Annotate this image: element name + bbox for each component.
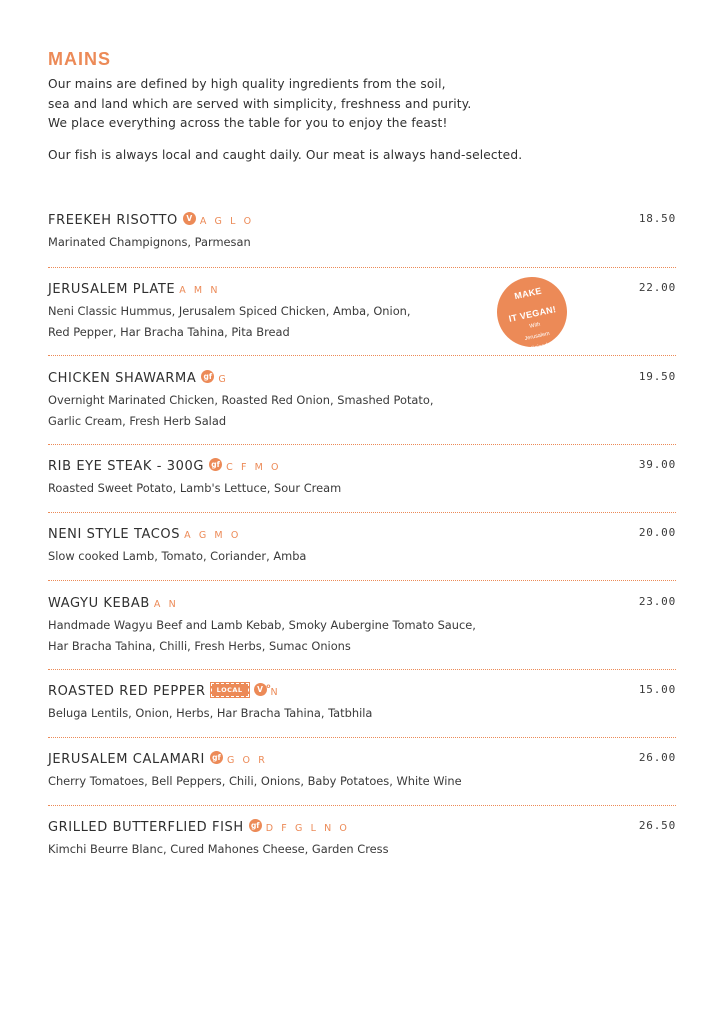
stamp-line: Mushroom [528,352,556,364]
item-description: Red Pepper, Har Bracha Tahina, Pita Bread [48,325,290,339]
item-name: RIB EYE STEAK - 300G [48,459,205,474]
stamp-line: MAKE [513,285,543,302]
intro-line: We place everything across the table for you to enjoy the feast! [48,116,448,130]
menu-item-neni-style-tacos [48,524,676,567]
item-description: Har Bracha Tahina, Chilli, Fresh Herbs, Sumac Onions [48,639,351,653]
item-name: JERUSALEM CALAMARI [48,752,205,767]
item-description: Overnight Marinated Chicken, Roasted Red Onion, Smashed Potato, [48,393,434,407]
item-name: CHICKEN SHAWARMA [48,371,197,386]
intro-text [48,75,676,165]
item-price: 39.00 [638,458,676,471]
item-description: Kimchi Beurre Blanc, Cured Mahones Cheese, Garden Cress [48,842,389,856]
divider [48,580,676,581]
menu-item-wagyu-kebab [48,593,676,657]
item-price: 22.00 [638,281,676,294]
item-description: Slow cooked Lamb, Tomato, Coriander, Amba [48,549,307,563]
stamp-line: IT VEGAN! [507,304,558,324]
gluten-free-icon: gf [210,751,223,764]
vegetarian-icon: V [183,212,196,225]
item-description: Beluga Lentils, Onion, Herbs, Har Bracha Tahina, Tatbhila [48,706,373,720]
item-price: 23.00 [638,595,676,608]
divider [48,444,676,445]
menu-header [48,48,676,165]
gluten-free-icon: gf [209,458,222,471]
vegan-option-mark: o [266,683,271,690]
section-title: MAINS [48,49,111,69]
intro-line: sea and land which are served with simplicity, freshness and purity. [48,96,472,111]
item-name: JERUSALEM PLATE [48,282,176,297]
fish-note: Our fish is always local and caught daily. Our meat is always hand-selected. [48,147,523,162]
item-price: 20.00 [638,526,676,539]
allergen-codes: G O R [226,755,268,766]
allergen-codes: D F G L N O [265,823,350,834]
menu-item-rib-eye-steak [48,456,676,499]
stamp-line: Spiced [530,342,549,352]
menu-item-grilled-butterflied-fish [48,817,676,860]
item-name: ROASTED RED PEPPER [48,684,206,699]
allergen-codes: A N [153,599,179,610]
stamp-line: With [528,321,541,330]
item-name: NENI STYLE TACOS [48,527,181,542]
menu-item-jerusalem-plate [48,279,676,343]
divider [48,737,676,738]
item-price: 15.00 [638,683,676,696]
item-description: Marinated Champignons, Parmesan [48,235,251,249]
item-name: WAGYU KEBAB [48,596,150,611]
item-description: Cherry Tomatoes, Bell Peppers, Chili, Onions, Baby Potatoes, White Wine [48,774,462,788]
menu-item-chicken-shawarma [48,368,676,432]
allergen-codes: A M N [179,285,221,296]
menu-item-freekeh-risotto [48,210,676,253]
menu-item-roasted-red-pepper [48,681,676,724]
divider [48,267,676,268]
gluten-free-icon: gf [249,819,262,832]
item-name: GRILLED BUTTERFLIED FISH [48,820,244,835]
divider [48,669,676,670]
allergen-codes: A G L O [199,216,254,227]
divider [48,512,676,513]
item-price: 19.50 [638,370,676,383]
allergen-codes: G [218,374,229,385]
item-description: Neni Classic Hummus, Jerusalem Spiced Chicken, Amba, Onion, [48,304,411,318]
item-description: Garlic Cream, Fresh Herb Salad [48,414,227,428]
gluten-free-icon: gf [201,370,214,383]
item-price: 26.50 [638,819,676,832]
item-name: FREEKEH RISOTTO [48,213,178,228]
vegan-icon [254,683,271,696]
stamp-line: Jerusalem [524,330,551,343]
divider [48,805,676,806]
item-description: Roasted Sweet Potato, Lamb's Lettuce, Sour Cream [48,481,342,495]
item-price: 26.00 [638,751,676,764]
local-badge: LOCAL [211,683,249,697]
intro-line: Our mains are defined by high quality ingredients from the soil, [48,77,446,91]
allergen-codes: C F M O [226,462,282,473]
vegan-icon-letter: V [257,685,263,694]
item-price: 18.50 [638,212,676,225]
menu-item-jerusalem-calamari [48,749,676,792]
allergen-codes: A G M O [184,530,241,541]
divider [48,355,676,356]
item-description: Handmade Wagyu Beef and Lamb Kebab, Smoky Aubergine Tomato Sauce, [48,618,476,632]
allergen-codes: N [270,687,281,698]
